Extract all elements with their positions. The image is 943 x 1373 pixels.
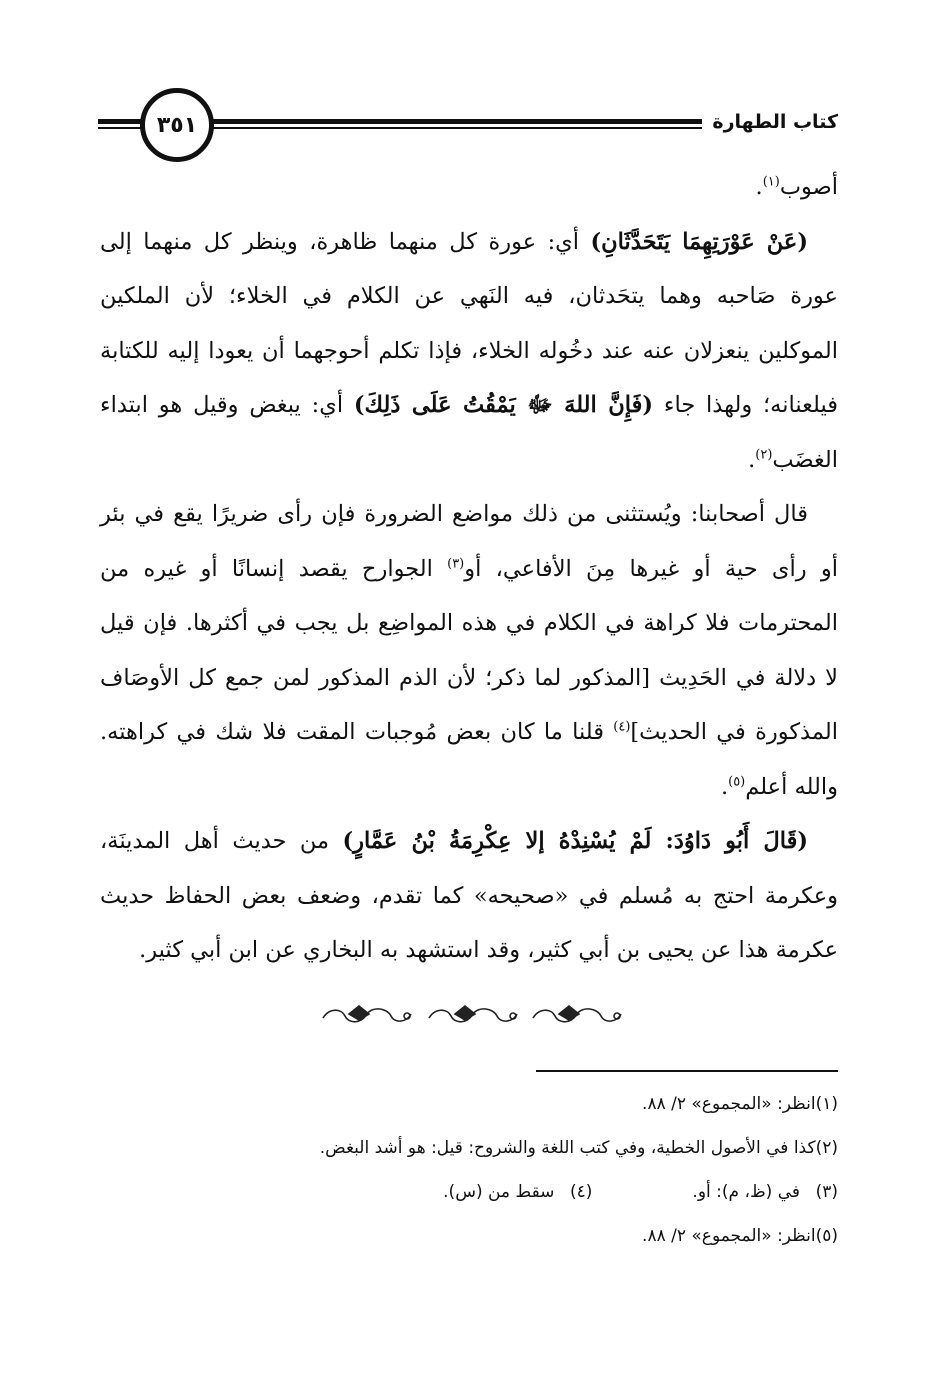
page-header (98, 86, 838, 158)
text-run: أي: يبغض وقيل هو ابتداء الغضَب (100, 392, 838, 473)
page-number: ٣٥١ (140, 88, 214, 162)
footnote-item (642, 1082, 838, 1126)
hadith-quote: (قَالَ أَبُو دَاوُدَ: لَمْ يُسْنِدْهُ إلا عِكْرِمَةُ بْنُ عَمَّارٍ) (342, 828, 809, 854)
footnote-number: (٤) (570, 1182, 593, 1202)
footnote-number: (٥) (815, 1226, 838, 1246)
footnote-text: انظر: «المجموع» ٢/ ٨٨. (642, 1226, 816, 1246)
text-run: . (748, 446, 756, 473)
footnote-text: في (ظ، م): أو. (692, 1182, 800, 1202)
paragraph (100, 487, 838, 814)
book-title: كتاب الطهارة (702, 104, 838, 140)
footnote-text: كذا في الأصول الخطية، وفي كتب اللغة والشروح: قيل: هو أشد البغض. (319, 1138, 816, 1158)
main-text (100, 160, 838, 978)
paragraph (100, 160, 838, 215)
footnote-marker: (٤) (613, 719, 631, 735)
text-run: قلنا ما كان بعض مُوجبات المقت فلا شك في كراهته. والله أعلم (100, 719, 838, 800)
footnote-separator (536, 1070, 838, 1072)
footnote-text: سقط من (س). (443, 1182, 555, 1202)
text-run: قال أصحابنا: ويُستثنى من ذلك مواضع الضرورة فإن رأى ضريرًا يقع في بئر أو رأى حية أو غيرها مِنَ الأفاعي، أو (100, 501, 838, 582)
text-run: أصوب (779, 174, 838, 200)
text-run: . (755, 174, 763, 200)
section-divider-ornament-icon (315, 996, 625, 1032)
footnote-item (443, 1170, 592, 1214)
footnote-row (100, 1082, 838, 1126)
footnote-item (692, 1170, 838, 1214)
text-run: أي: عورة كل منهما ظاهرة، وينظر كل منهما إلى عورة صَاحبه وهما يتحَدثان، فيه النَهي عن الكلام في الخلاء؛ لأن الملكين الموكلين ينعزلان عنه عند دخُوله الخلاء، فإذا تكلم أحوجهما أن يعودا إليه للكتابة فيلعنانه؛ ولهذا جاء (100, 228, 839, 418)
paragraph (100, 215, 838, 488)
footnote-text: انظر: «المجموع» ٢/ ٨٨. (642, 1094, 816, 1114)
footnote-item (320, 1126, 838, 1170)
footnote-row (100, 1170, 838, 1214)
paragraph (100, 814, 838, 978)
footnote-marker: (١) (762, 174, 780, 190)
footnote-item (642, 1214, 838, 1258)
text-run: . (720, 773, 729, 800)
footnote-number: (٢) (815, 1138, 838, 1158)
footnotes (100, 1082, 838, 1258)
footnote-marker: (٥) (728, 774, 746, 789)
footnote-row (100, 1214, 838, 1258)
footnote-marker: (٣) (447, 556, 465, 571)
hadith-quote: (فَإِنَّ اللهَ ﷻ يَمْقُتُ عَلَى ذَلِكَ) (353, 392, 654, 418)
footnote-marker: (٢) (755, 447, 773, 462)
footnote-number: (٣) (815, 1182, 838, 1202)
text-run: من حديث أهل المدينَة، وعكرمة احتج به مُسلم في «صحيحه» كما تقدم، وضعف بعض الحفاظ حديث عكرمة هذا عن يحيى بن أبي كثير، وقد استشهد به البخاري عن ابن أبي كثير. (100, 828, 838, 963)
hadith-quote: (عَنْ عَوْرَتِهِمَا يَتَحَدَّثَانِ) (590, 228, 808, 255)
text-run: الجوارح يقصد إنسانًا أو غيره من المحترمات فلا كراهة في الكلام في هذه المواضِع بل يجب في أكثرها. فإن قيل لا دلالة في الحَدِيث [المذكور لما ذكر؛ لأن الذم المذكور لمن جمع كل الأوصَاف المذكورة في الحديث] (100, 555, 838, 745)
footnote-row (100, 1126, 838, 1170)
footnote-number: (١) (815, 1094, 838, 1114)
